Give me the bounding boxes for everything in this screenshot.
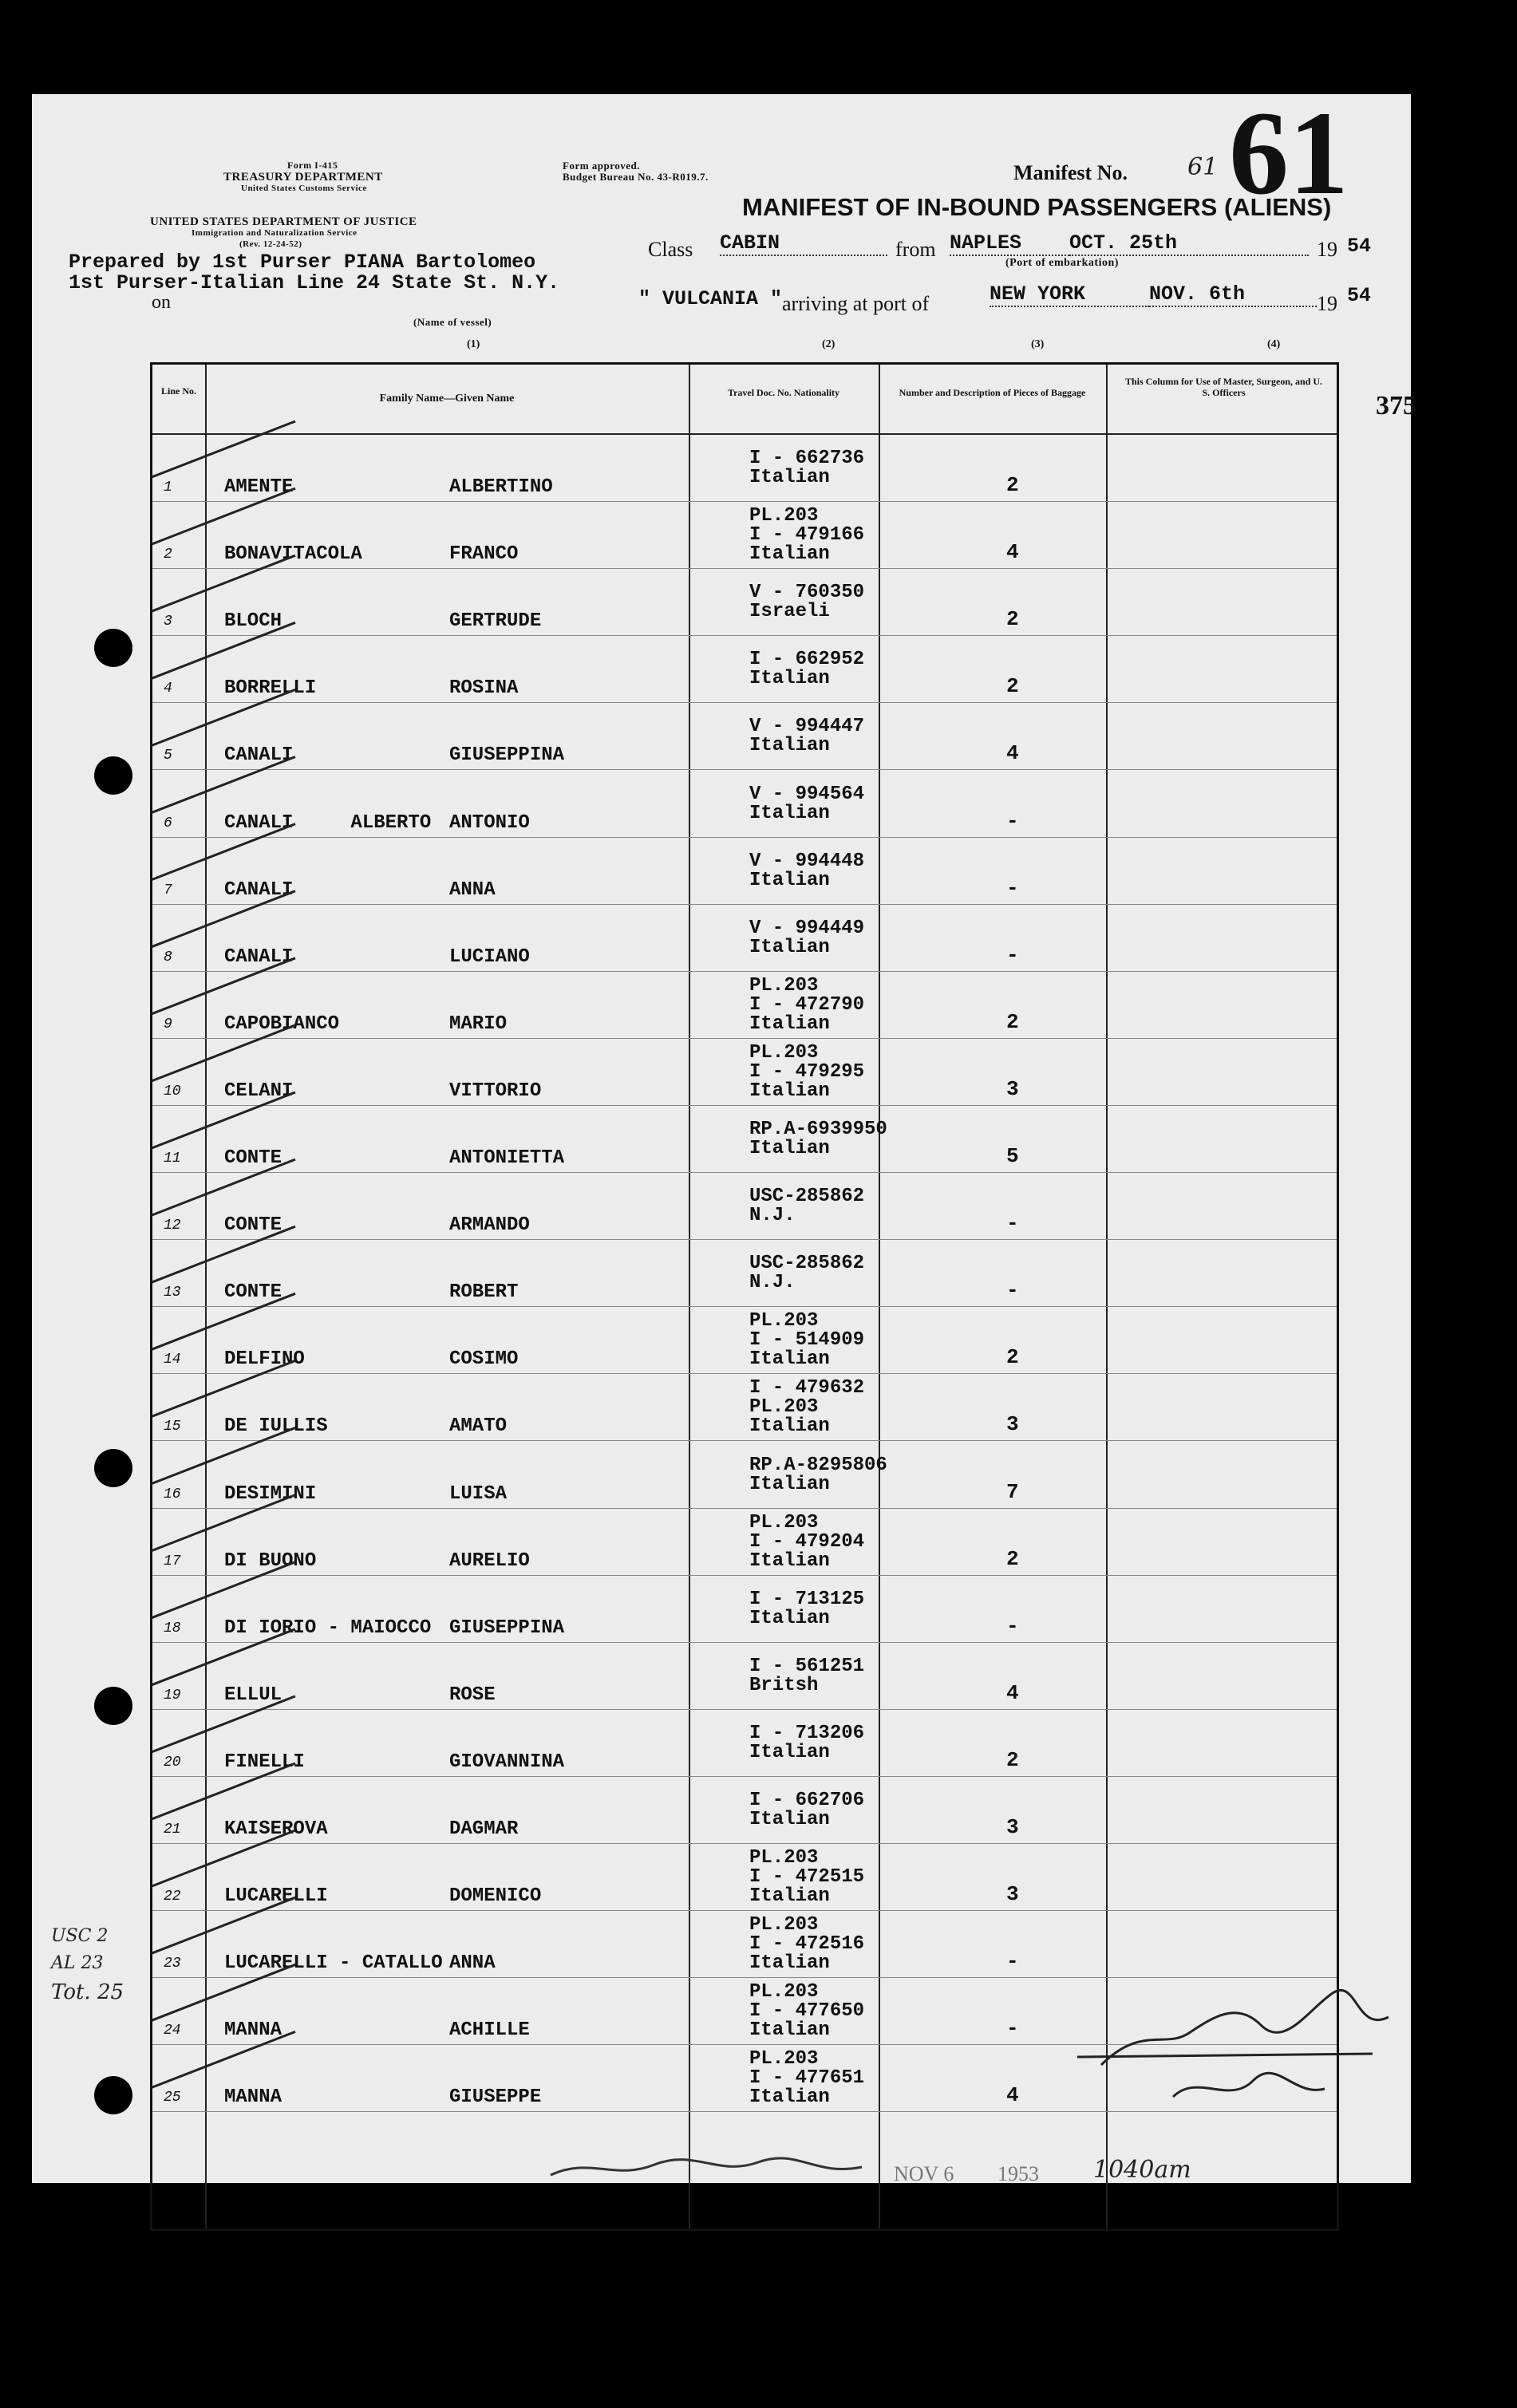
vessel-name: " VULCANIA ": [638, 287, 783, 310]
row-given-name: ANNA: [449, 1952, 496, 1975]
row-baggage: 2: [1006, 607, 1019, 632]
row-line-number: 10: [164, 1083, 181, 1099]
travel-doc-line: I - 472515: [749, 1866, 865, 1889]
row-travel-doc: [749, 1590, 864, 1628]
year2-value: 54: [1347, 284, 1372, 307]
travel-doc-line: N.J.: [749, 1205, 796, 1227]
punch-hole: [94, 756, 132, 795]
travel-doc-line: I - 479632: [749, 1377, 865, 1399]
row-travel-doc: [749, 1791, 864, 1830]
stamp-time: 1040am: [1093, 2156, 1191, 2184]
header-name: Family Name—Given Name: [379, 393, 515, 405]
travel-doc-line: I - 472790: [749, 993, 865, 1016]
row-travel-doc: [749, 1849, 864, 1906]
row-line-number: 5: [164, 748, 172, 764]
row-line-number: 7: [164, 882, 172, 898]
arrival-date: NOV. 6th: [1149, 282, 1317, 307]
col2-number: (2): [822, 338, 836, 350]
tally-stroke: [152, 1360, 295, 1416]
header-line-no: Line No.: [160, 385, 196, 397]
row-travel-doc: [749, 1254, 864, 1293]
travel-doc-line: Italian: [749, 1952, 830, 1975]
row-given-name: DAGMAR: [449, 1818, 519, 1840]
margin-note-al: AL 23: [51, 1953, 104, 1973]
travel-doc-line: Italian: [749, 802, 830, 824]
tally-stroke: [152, 757, 295, 813]
row-travel-doc: [749, 1456, 887, 1494]
embark-date: OCT. 25th: [1069, 231, 1309, 256]
row-baggage: 4: [1006, 540, 1019, 565]
row-family-name: LUCARELLI - CATALLO: [224, 1952, 443, 1975]
row-line-number: 16: [164, 1486, 181, 1502]
tally-stroke: [152, 1025, 295, 1081]
travel-doc-line: I - 514909: [749, 1329, 865, 1352]
row-baggage: 4: [1006, 2083, 1019, 2108]
row-family-name: BORRELLI: [224, 677, 317, 700]
row-line-number: 23: [164, 1956, 181, 1972]
margin-note-usc: USC 2: [51, 1926, 109, 1946]
on-label: on: [152, 292, 171, 313]
tally-stroke: [152, 1897, 295, 1953]
manifest-title: MANIFEST OF IN-BOUND PASSENGERS (ALIENS): [742, 193, 1332, 221]
tally-stroke: [152, 1964, 295, 2020]
row-given-name: GIOVANNINA: [449, 1751, 565, 1773]
travel-doc-line: PL.203: [749, 1847, 819, 1869]
travel-doc-line: I - 479204: [749, 1530, 865, 1553]
port-embark-label: (Port of embarkation): [1005, 257, 1119, 269]
tally-stroke: [152, 2031, 295, 2087]
travel-doc-line: USC-285862: [749, 1253, 865, 1275]
row-baggage: 5: [1006, 1144, 1019, 1168]
row-travel-doc: [749, 852, 864, 890]
travel-doc-line: Italian: [749, 1809, 830, 1830]
travel-doc-line: Italian: [749, 735, 830, 757]
travel-doc-line: Italian: [749, 1607, 830, 1629]
tally-stroke: [152, 891, 295, 947]
row-given-name: DOMENICO: [449, 1885, 542, 1908]
row-baggage: 2: [1006, 1009, 1019, 1034]
embark-port: NAPLES: [950, 231, 1069, 256]
row-baggage: -: [1006, 1278, 1019, 1303]
manifest-label: Manifest No.: [1013, 161, 1128, 184]
travel-doc-line: Italian: [749, 543, 830, 566]
row-family-name: KAISEROVA: [224, 1818, 328, 1840]
row-baggage: 2: [1006, 473, 1019, 497]
row-baggage: 7: [1006, 1479, 1019, 1504]
travel-doc-line: Israeli: [749, 601, 830, 623]
row-family-name: DELFINO: [224, 1348, 305, 1371]
from-label: from: [895, 238, 936, 261]
tally-stroke: [152, 1562, 295, 1618]
tally-stroke: [152, 622, 295, 678]
officer-signature: [1069, 1977, 1404, 2121]
row-family-name: ELLUL: [224, 1684, 282, 1706]
punch-hole: [94, 2076, 132, 2114]
treasury-dept: TREASURY DEPARTMENT: [223, 171, 383, 184]
travel-doc-line: RP.A-6939950: [749, 1119, 887, 1140]
year2-prefix: 19: [1317, 292, 1337, 315]
margin-note-total: Tot. 25: [51, 1980, 124, 2004]
row-given-name: COSIMO: [449, 1348, 519, 1371]
row-baggage: 3: [1006, 1076, 1019, 1101]
travel-doc-line: V - 994447: [749, 716, 865, 738]
row-given-name: ARMANDO: [449, 1214, 530, 1237]
row-family-name: CANALI: [224, 945, 294, 968]
year-value: 54: [1347, 235, 1372, 258]
row-given-name: GIUSEPPINA: [449, 744, 565, 767]
travel-doc-line: PL.203: [749, 1981, 819, 2003]
tally-stroke: [152, 555, 295, 611]
tally-stroke: [152, 958, 295, 1014]
row-given-name: ALBERTINO: [449, 476, 553, 498]
row-family-name: FINELLI: [224, 1751, 305, 1773]
row-travel-doc: [749, 449, 864, 488]
row-line-number: 20: [164, 1754, 181, 1770]
punch-hole: [94, 1449, 132, 1487]
travel-doc-line: PL.203: [749, 1041, 819, 1064]
row-family-name: DESIMINI: [224, 1482, 317, 1505]
row-line-number: 19: [164, 1687, 181, 1703]
travel-doc-line: Italian: [749, 1473, 830, 1495]
row-family-name: CAPOBIANCO: [224, 1013, 340, 1035]
travel-doc-line: I - 479295: [749, 1060, 865, 1083]
travel-doc-line: V - 760350: [749, 582, 865, 604]
header-officers: This Column for Use of Master, Surgeon, and U. S. Officers: [1124, 376, 1323, 398]
tally-stroke: [152, 1293, 295, 1349]
travel-doc-line: I - 713206: [749, 1722, 865, 1744]
row-line-number: 24: [164, 2023, 181, 2039]
tally-stroke: [152, 1092, 295, 1148]
row-given-name: ROSE: [449, 1684, 496, 1706]
row-line-number: 8: [164, 949, 172, 965]
header-baggage: Number and Description of Pieces of Baggage: [899, 387, 1086, 398]
row-line-number: 1: [164, 480, 172, 495]
tally-stroke: [152, 488, 295, 544]
row-travel-doc: [749, 583, 864, 622]
row-line-number: 15: [164, 1419, 181, 1435]
travel-doc-line: PL.203: [749, 974, 819, 997]
arriving-label: arriving at port of: [782, 292, 930, 315]
travel-doc-line: Italian: [749, 2086, 830, 2109]
row-line-number: 13: [164, 1285, 181, 1301]
row-travel-doc: [749, 2050, 864, 2107]
row-line-number: 25: [164, 2090, 181, 2106]
row-family-name: MANNA: [224, 2086, 282, 2109]
prepared-by-line2: 1st Purser-Italian Line 24 State St. N.Y.: [69, 271, 560, 294]
row-given-name: ANTONIETTA: [449, 1147, 565, 1169]
tally-stroke: [152, 1763, 295, 1819]
row-travel-doc: [749, 1187, 864, 1226]
col1-number: (1): [467, 338, 480, 350]
travel-doc-line: Italian: [749, 1549, 830, 1572]
row-baggage: 2: [1006, 1747, 1019, 1772]
row-baggage: -: [1006, 1211, 1019, 1236]
row-baggage: 3: [1006, 1815, 1019, 1839]
row-baggage: -: [1006, 808, 1019, 833]
row-family-name: BLOCH: [224, 610, 282, 633]
travel-doc-line: I - 561251: [749, 1655, 865, 1677]
row-line-number: 18: [164, 1620, 181, 1636]
row-line-number: 4: [164, 681, 172, 697]
row-given-name: GERTRUDE: [449, 610, 542, 633]
row-baggage: 4: [1006, 1680, 1019, 1705]
row-given-name: ACHILLE: [449, 2019, 530, 2042]
row-line-number: 3: [164, 614, 172, 630]
travel-doc-line: PL.203: [749, 1511, 819, 1534]
tally-stroke: [152, 1159, 295, 1215]
ins: Immigration and Naturalization Service: [192, 228, 358, 238]
row-baggage: 2: [1006, 1546, 1019, 1571]
travel-doc-line: I - 662706: [749, 1790, 865, 1811]
travel-doc-line: N.J.: [749, 1272, 796, 1294]
row-family-name: CANALI: [224, 744, 294, 767]
travel-doc-line: I - 477651: [749, 2067, 865, 2090]
row-travel-doc: [749, 1724, 864, 1763]
travel-doc-line: Britsh: [749, 1674, 819, 1696]
form-approved: Form approved.: [563, 160, 641, 172]
row-given-name: GIUSEPPINA: [449, 1617, 565, 1639]
row-family-name: CANALI ALBERTO: [224, 811, 432, 834]
row-given-name: ROBERT: [449, 1281, 519, 1304]
travel-doc-line: Italian: [749, 936, 830, 958]
row-line-number: 2: [164, 547, 172, 563]
row-family-name: LUCARELLI: [224, 1885, 328, 1908]
manifest-page: [32, 87, 1416, 2185]
travel-doc-line: Italian: [749, 1741, 830, 1763]
page-count: 375: [1376, 391, 1416, 420]
travel-doc-line: Italian: [749, 1138, 830, 1159]
row-family-name: CANALI: [224, 878, 294, 901]
row-family-name: DI IORIO - MAIOCCO: [224, 1617, 432, 1639]
travel-doc-line: Italian: [749, 1080, 830, 1102]
row-travel-doc: [749, 717, 864, 756]
row-travel-doc: [749, 1312, 864, 1369]
row-given-name: MARIO: [449, 1013, 508, 1035]
row-travel-doc: [749, 1916, 864, 1973]
row-given-name: ANTONIO: [449, 811, 530, 834]
travel-doc-line: V - 994448: [749, 850, 865, 872]
row-given-name: GIUSEPPE: [449, 2086, 542, 2109]
row-travel-doc: [749, 1041, 865, 1102]
row-given-name: AMATO: [449, 1415, 508, 1438]
punch-hole: [94, 1687, 132, 1725]
prepared-by-line1: Prepared by 1st Purser PIANA Bartolomeo: [69, 251, 536, 274]
row-baggage: -: [1006, 1613, 1019, 1638]
doj: UNITED STATES DEPARTMENT OF JUSTICE: [150, 215, 417, 228]
row-baggage: -: [1006, 942, 1019, 967]
row-family-name: DE IULLIS: [224, 1415, 328, 1438]
manifest-number-big: 61: [1229, 87, 1349, 219]
header-travel-doc: Travel Doc. No. Nationality: [727, 387, 840, 398]
budget-bureau: Budget Bureau No. 43-R019.7.: [563, 171, 709, 183]
row-family-name: CONTE: [224, 1281, 282, 1304]
row-given-name: AURELIO: [449, 1549, 530, 1572]
row-travel-doc: [749, 507, 864, 564]
row-line-number: 12: [164, 1218, 181, 1234]
class-value: CABIN: [720, 231, 887, 256]
travel-doc-line: USC-285862: [749, 1186, 865, 1208]
row-given-name: ANNA: [449, 878, 496, 901]
travel-doc-line: Italian: [749, 1013, 830, 1035]
customs-service: United States Customs Service: [241, 184, 367, 193]
travel-doc-line: PL.203: [749, 1396, 819, 1419]
row-travel-doc: [749, 1657, 864, 1695]
travel-doc-line: Italian: [749, 1348, 830, 1371]
travel-doc-line: RP.A-8295806: [749, 1454, 887, 1476]
row-line-number: 9: [164, 1016, 172, 1032]
travel-doc-line: Italian: [749, 2019, 830, 2042]
row-travel-doc: [749, 974, 865, 1035]
row-family-name: CELANI: [224, 1080, 294, 1102]
travel-doc-line: I - 479166: [749, 524, 865, 547]
row-baggage: -: [1006, 875, 1019, 900]
row-baggage: 3: [1006, 1882, 1019, 1907]
row-baggage: 3: [1006, 1412, 1019, 1437]
row-travel-doc: [749, 919, 864, 957]
row-family-name: AMENTE: [224, 476, 294, 498]
travel-doc-line: Italian: [749, 1885, 830, 1908]
row-line-number: 22: [164, 1889, 181, 1905]
arrival-port: NEW YORK: [990, 282, 1149, 307]
travel-doc-line: I - 477650: [749, 2000, 865, 2023]
row-line-number: 6: [164, 815, 172, 831]
row-baggage: -: [1006, 1949, 1019, 1974]
col3-number: (3): [1031, 338, 1045, 350]
row-line-number: 11: [164, 1151, 181, 1166]
travel-doc-line: Italian: [749, 1415, 830, 1438]
travel-doc-line: V - 994564: [749, 783, 865, 805]
row-travel-doc: [749, 1983, 864, 2040]
travel-doc-line: Italian: [749, 869, 830, 891]
row-family-name: CONTE: [224, 1214, 282, 1237]
vessel-label: (Name of vessel): [413, 316, 492, 328]
row-travel-doc: [749, 1120, 887, 1159]
year-prefix: 19: [1317, 238, 1337, 261]
row-family-name: MANNA: [224, 2019, 282, 2042]
travel-doc-line: V - 994449: [749, 917, 865, 939]
tally-stroke: [152, 824, 295, 880]
row-given-name: ROSINA: [449, 677, 519, 700]
tally-stroke: [152, 1226, 295, 1282]
tally-stroke: [152, 1830, 295, 1886]
stamp-year: 1953: [998, 2162, 1039, 2185]
form-number: Form I-415: [287, 160, 338, 171]
row-travel-doc: [749, 785, 864, 823]
row-given-name: LUISA: [449, 1482, 508, 1505]
row-given-name: LUCIANO: [449, 945, 530, 968]
tally-stroke: [152, 421, 295, 477]
row-travel-doc: [749, 1379, 864, 1436]
class-label: Class: [648, 238, 693, 261]
travel-doc-line: I - 662952: [749, 649, 865, 671]
row-baggage: 2: [1006, 1345, 1019, 1370]
row-line-number: 14: [164, 1352, 181, 1368]
travel-doc-line: I - 713125: [749, 1588, 865, 1610]
row-baggage: -: [1006, 2016, 1019, 2041]
row-baggage: 4: [1006, 741, 1019, 766]
row-travel-doc: [749, 1511, 865, 1572]
row-family-name: DI BUONO: [224, 1549, 317, 1572]
row-given-name: FRANCO: [449, 543, 519, 566]
row-family-name: BONAVITACOLA: [224, 543, 362, 566]
row-line-number: 21: [164, 1822, 181, 1838]
travel-doc-line: I - 662736: [749, 448, 865, 469]
stamp-date: NOV 6: [894, 2162, 954, 2185]
row-family-name: CONTE: [224, 1147, 282, 1169]
tally-stroke: [152, 1629, 295, 1685]
manifest-number-small: 61: [1187, 153, 1219, 181]
bottom-signature: [543, 2153, 878, 2185]
travel-doc-line: I - 472516: [749, 1933, 865, 1956]
col4-number: (4): [1267, 338, 1281, 350]
tally-stroke: [152, 1696, 295, 1752]
tally-stroke: [152, 1495, 295, 1551]
revision: (Rev. 12-24-52): [239, 239, 302, 249]
punch-hole: [94, 629, 132, 667]
row-line-number: 17: [164, 1553, 181, 1569]
travel-doc-line: PL.203: [749, 505, 819, 527]
tally-marks: [136, 413, 471, 2408]
travel-doc-line: Italian: [749, 668, 830, 690]
row-given-name: VITTORIO: [449, 1080, 542, 1102]
travel-doc-line: Italian: [749, 467, 830, 488]
row-baggage: 2: [1006, 674, 1019, 699]
travel-doc-line: PL.203: [749, 1310, 819, 1332]
travel-doc-line: PL.203: [749, 2048, 819, 2070]
tally-stroke: [152, 689, 295, 745]
tally-stroke: [152, 1428, 295, 1484]
row-travel-doc: [749, 650, 864, 689]
travel-doc-line: PL.203: [749, 1914, 819, 1936]
